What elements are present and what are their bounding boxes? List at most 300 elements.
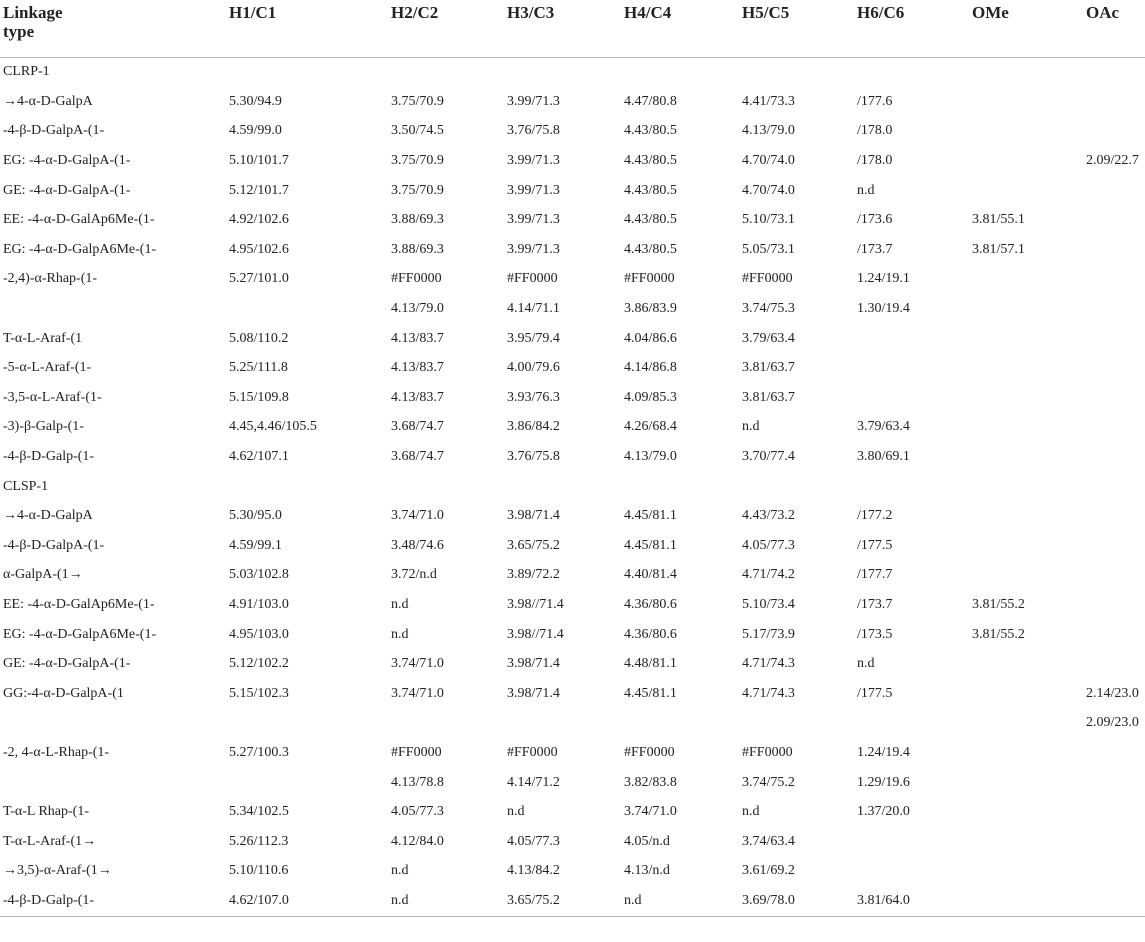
- shift-cell: [854, 383, 969, 413]
- linkage-cell: [0, 709, 226, 739]
- shift-cell: /177.5: [857, 537, 893, 553]
- shift-cell: 4.05/77.3: [507, 833, 560, 849]
- shift-cell: [1083, 797, 1145, 827]
- shift-cell: 4.45/81.1: [624, 685, 677, 701]
- linkage-cell: -4-β-D-Galp-(1-: [3, 449, 95, 465]
- linkage-cell: [0, 294, 226, 324]
- header-linkage-type: Linkage type: [0, 0, 226, 57]
- table-row: [0, 294, 1145, 324]
- shift-cell: 5.30/95.0: [229, 508, 282, 524]
- shift-cell: [621, 472, 739, 502]
- linkage-cell: GE: -4-α-D-GalpA-(1-: [3, 656, 131, 672]
- shift-cell: 5.05/73.1: [742, 241, 795, 257]
- shift-cell: #FF0000: [742, 744, 793, 760]
- linkage-cell: EG: -4-α-D-GalpA6Me-(1-: [3, 626, 157, 642]
- linkage-cell: EE: -4-α-D-GalAp6Me-(1-: [3, 596, 155, 612]
- shift-cell: 4.13/83.7: [391, 360, 444, 376]
- shift-cell: 4.43/73.2: [742, 508, 795, 524]
- linkage-cell: EG: -4-α-D-GalpA-(1-: [3, 153, 131, 169]
- shift-cell: [1083, 57, 1145, 87]
- shift-cell: 4.45/81.1: [624, 508, 677, 524]
- linkage-cell: -4-β-D-GalpA-(1-: [3, 537, 105, 553]
- shift-cell: [969, 501, 1083, 531]
- shift-cell: [388, 472, 504, 502]
- shift-cell: [1083, 886, 1145, 916]
- shift-cell: #FF0000: [391, 744, 442, 760]
- shift-cell: 4.71/74.2: [742, 567, 795, 583]
- shift-cell: [969, 531, 1083, 561]
- shift-cell: 3.48/74.6: [391, 537, 444, 553]
- shift-cell: /173.6: [857, 212, 893, 228]
- shift-cell: [969, 117, 1083, 147]
- shift-cell: n.d: [621, 886, 739, 916]
- shift-cell: [969, 679, 1083, 709]
- shift-cell: n.d: [507, 804, 525, 820]
- shift-cell: 3.86/84.2: [507, 419, 560, 435]
- shift-cell: #FF0000: [391, 271, 442, 287]
- shift-cell: /177.6: [857, 93, 893, 109]
- shift-cell: [1083, 235, 1145, 265]
- shift-cell: [854, 472, 969, 502]
- shift-cell: [226, 709, 388, 739]
- shift-cell: [504, 57, 621, 87]
- shift-cell: 1.24/19.4: [857, 744, 910, 760]
- shift-cell: [969, 265, 1083, 295]
- shift-cell: [1083, 620, 1145, 650]
- shift-cell: [1083, 857, 1145, 887]
- shift-cell: 4.12/84.0: [391, 833, 444, 849]
- table-row: [0, 501, 1145, 531]
- shift-cell: 3.76/75.8: [507, 449, 560, 465]
- shift-cell: n.d: [391, 596, 409, 612]
- shift-cell: 3.89/72.2: [507, 567, 560, 583]
- shift-cell: [969, 768, 1083, 798]
- shift-cell: 5.25/111.8: [229, 360, 288, 376]
- shift-cell: 5.30/94.9: [229, 93, 282, 109]
- header-h6-c6: H6/C6: [854, 0, 969, 57]
- linkage-cell: -4-β-D-Galp-(1-: [0, 886, 226, 916]
- table-row: [0, 176, 1145, 206]
- linkage-cell: -3)-β-Galp-(1-: [3, 419, 84, 435]
- header-h3-c3: H3/C3: [504, 0, 621, 57]
- shift-cell: [1083, 501, 1145, 531]
- table-row: [0, 57, 1145, 87]
- header-h2-c2: H2/C2: [388, 0, 504, 57]
- shift-cell: #FF0000: [624, 271, 675, 287]
- shift-cell: 4.45,4.46/105.5: [229, 419, 317, 435]
- shift-cell: 3.74/71.0: [624, 804, 677, 820]
- shift-cell: 4.71/74.3: [742, 656, 795, 672]
- shift-cell: 1.29/19.6: [857, 774, 910, 790]
- shift-cell: 3.98//71.4: [507, 626, 564, 642]
- linkage-cell: -5-α-L-Araf-(1-: [3, 360, 92, 376]
- shift-cell: 4.62/107.1: [229, 449, 289, 465]
- table-row: [0, 709, 1145, 739]
- shift-cell: 5.12/101.7: [229, 182, 289, 198]
- shift-cell: [388, 709, 504, 739]
- table-row: [0, 857, 1145, 887]
- linkage-cell: CLSP-1: [3, 478, 49, 494]
- shift-cell: n.d: [857, 656, 875, 672]
- shift-cell: [226, 294, 388, 324]
- shift-cell: [1083, 472, 1145, 502]
- table-row: [0, 442, 1145, 472]
- table-row: [0, 620, 1145, 650]
- linkage-cell: [0, 768, 226, 798]
- shift-cell: 3.81/55.1: [972, 212, 1025, 228]
- linkage-cell: EE: -4-α-D-GalAp6Me-(1-: [3, 212, 155, 228]
- shift-cell: 4.43/80.5: [624, 241, 677, 257]
- shift-cell: 4.36/80.6: [624, 596, 677, 612]
- shift-cell: [969, 57, 1083, 87]
- shift-cell: 5.15/102.3: [229, 685, 289, 701]
- shift-cell: 3.82/83.8: [624, 774, 677, 790]
- shift-cell: n.d: [388, 886, 504, 916]
- shift-cell: 3.86/83.9: [624, 301, 677, 317]
- shift-cell: 5.03/102.8: [229, 567, 289, 583]
- shift-cell: 2.14/23.0: [1086, 685, 1139, 701]
- shift-cell: 3.81/57.1: [972, 241, 1025, 257]
- shift-cell: n.d: [742, 804, 760, 820]
- table-row: [0, 383, 1145, 413]
- linkage-cell: GG:-4-α-D-GalpA-(1: [3, 685, 124, 701]
- shift-cell: [226, 768, 388, 798]
- shift-cell: 3.65/75.2: [504, 886, 621, 916]
- linkage-cell: -2, 4-α-L-Rhap-(1-: [3, 744, 110, 760]
- shift-cell: 4.26/68.4: [624, 419, 677, 435]
- shift-cell: [621, 709, 739, 739]
- shift-cell: [1083, 738, 1145, 768]
- shift-cell: 4.13/84.2: [507, 863, 560, 879]
- shift-cell: 3.74/63.4: [742, 833, 795, 849]
- shift-cell: n.d: [391, 626, 409, 642]
- shift-cell: [1083, 827, 1145, 857]
- shift-cell: #FF0000: [507, 744, 558, 760]
- table-row: [0, 738, 1145, 768]
- linkage-cell: CLRP-1: [3, 64, 50, 80]
- shift-cell: [969, 146, 1083, 176]
- shift-cell: 5.17/73.9: [742, 626, 795, 642]
- shift-cell: [969, 561, 1083, 591]
- shift-cell: 5.10/110.6: [229, 863, 289, 879]
- table-row: [0, 265, 1145, 295]
- shift-cell: [969, 294, 1083, 324]
- shift-cell: [1083, 649, 1145, 679]
- table-row: [0, 117, 1145, 147]
- linkage-cell: -4-β-D-GalpA-(1-: [3, 123, 105, 139]
- shift-cell: 3.70/77.4: [742, 449, 795, 465]
- shift-cell: 4.62/107.0: [226, 886, 388, 916]
- shift-cell: 3.93/76.3: [507, 389, 560, 405]
- shift-cell: [504, 472, 621, 502]
- table-row: [0, 590, 1145, 620]
- shift-cell: [969, 442, 1083, 472]
- linkage-cell: →3,5)-α-Araf-(1→: [3, 863, 112, 879]
- table-row: [0, 472, 1145, 502]
- table-row: [0, 561, 1145, 591]
- shift-cell: 3.74/71.0: [391, 508, 444, 524]
- shift-cell: [1083, 383, 1145, 413]
- linkage-cell: →4-α-D-GalpA: [3, 508, 93, 524]
- shift-cell: 3.79/63.4: [742, 330, 795, 346]
- shift-cell: [1083, 353, 1145, 383]
- table-row: [0, 324, 1145, 354]
- shift-cell: 4.13/83.7: [391, 330, 444, 346]
- table-row: [0, 679, 1145, 709]
- shift-cell: [226, 472, 388, 502]
- header-h5-c5: H5/C5: [739, 0, 854, 57]
- shift-cell: 2.09/22.7: [1086, 153, 1139, 169]
- shift-cell: [739, 709, 854, 739]
- shift-cell: 3.81/55.2: [972, 626, 1025, 642]
- shift-cell: 5.15/109.8: [229, 389, 289, 405]
- shift-cell: [969, 176, 1083, 206]
- shift-cell: 3.81/64.0: [854, 886, 969, 916]
- header-h4-c4: H4/C4: [621, 0, 739, 57]
- shift-cell: 3.76/75.8: [507, 123, 560, 139]
- linkage-cell: -3,5-α-L-Araf-(1-: [3, 389, 102, 405]
- table-row: [0, 87, 1145, 117]
- table-row: [0, 235, 1145, 265]
- shift-cell: 4.92/102.6: [229, 212, 289, 228]
- shift-cell: [1083, 413, 1145, 443]
- shift-cell: [621, 57, 739, 87]
- table-row: [0, 531, 1145, 561]
- header-h1-c1: H1/C1: [226, 0, 388, 57]
- linkage-cell: T-α-L-Araf-(1: [3, 330, 83, 346]
- shift-cell: [969, 413, 1083, 443]
- shift-cell: 3.74/75.2: [742, 774, 795, 790]
- shift-cell: [1083, 561, 1145, 591]
- shift-cell: 4.14/71.2: [507, 774, 560, 790]
- shift-cell: 3.74/75.3: [742, 301, 795, 317]
- shift-cell: 4.14/71.1: [507, 301, 560, 317]
- shift-cell: 5.27/101.0: [229, 271, 289, 287]
- shift-cell: [969, 383, 1083, 413]
- shift-cell: [1083, 205, 1145, 235]
- shift-cell: 3.75/70.9: [391, 93, 444, 109]
- shift-cell: 4.71/74.3: [742, 685, 795, 701]
- shift-cell: [1083, 117, 1145, 147]
- shift-cell: 5.10/101.7: [229, 153, 289, 169]
- shift-cell: 4.70/74.0: [742, 182, 795, 198]
- shift-cell: [969, 827, 1083, 857]
- shift-cell: 5.12/102.2: [229, 656, 289, 672]
- shift-cell: [854, 324, 969, 354]
- shift-cell: #FF0000: [624, 744, 675, 760]
- shift-cell: 3.68/74.7: [391, 449, 444, 465]
- shift-cell: 1.24/19.1: [857, 271, 910, 287]
- shift-cell: 4.43/80.5: [624, 153, 677, 169]
- table-body: [0, 57, 1145, 916]
- shift-cell: 3.69/78.0: [739, 886, 854, 916]
- shift-cell: [1083, 265, 1145, 295]
- shift-cell: [1083, 87, 1145, 117]
- shift-cell: n.d: [742, 419, 760, 435]
- shift-cell: 4.13/79.0: [624, 449, 677, 465]
- shift-cell: /178.0: [857, 153, 893, 169]
- shift-cell: 4.13/n.d: [624, 863, 670, 879]
- shift-cell: 3.75/70.9: [391, 182, 444, 198]
- shift-cell: n.d: [857, 182, 875, 198]
- shift-cell: 3.99/71.3: [507, 241, 560, 257]
- shift-cell: 3.98/71.4: [507, 508, 560, 524]
- shift-cell: 5.26/112.3: [229, 833, 289, 849]
- shift-cell: 3.75/70.9: [391, 153, 444, 169]
- shift-cell: /173.5: [857, 626, 893, 642]
- shift-cell: [969, 353, 1083, 383]
- shift-cell: 1.30/19.4: [857, 301, 910, 317]
- shift-cell: [388, 57, 504, 87]
- shift-cell: 3.81/63.7: [742, 389, 795, 405]
- shift-cell: 4.59/99.1: [229, 537, 282, 553]
- linkage-cell: T-α-L Rhap-(1-: [3, 804, 89, 820]
- shift-cell: 3.80/69.1: [857, 449, 910, 465]
- header-ome: OMe: [969, 0, 1083, 57]
- shift-cell: n.d: [391, 863, 409, 879]
- table-row: [0, 205, 1145, 235]
- shift-cell: [226, 57, 388, 87]
- shift-cell: 4.05/n.d: [624, 833, 670, 849]
- shift-cell: 4.13/78.8: [391, 774, 444, 790]
- shift-cell: 3.74/71.0: [391, 656, 444, 672]
- shift-cell: 3.98/71.4: [507, 656, 560, 672]
- shift-cell: 3.50/74.5: [391, 123, 444, 139]
- shift-cell: 4.14/86.8: [624, 360, 677, 376]
- linkage-cell: →4-α-D-GalpA: [3, 93, 93, 109]
- shift-cell: 5.10/73.1: [742, 212, 795, 228]
- shift-cell: /173.7: [857, 241, 893, 257]
- shift-cell: 3.98//71.4: [507, 596, 564, 612]
- shift-cell: 4.13/79.0: [742, 123, 795, 139]
- shift-cell: 3.95/79.4: [507, 330, 560, 346]
- shift-cell: [1083, 590, 1145, 620]
- shift-cell: 3.99/71.3: [507, 212, 560, 228]
- shift-cell: 3.74/71.0: [391, 685, 444, 701]
- shift-cell: 3.65/75.2: [507, 537, 560, 553]
- linkage-cell: -2,4)-α-Rhap-(1-: [3, 271, 98, 287]
- shift-cell: /177.7: [857, 567, 893, 583]
- shift-cell: 5.10/73.4: [742, 596, 795, 612]
- shift-cell: 4.05/77.3: [391, 804, 444, 820]
- shift-cell: 3.99/71.3: [507, 93, 560, 109]
- shift-cell: [969, 87, 1083, 117]
- shift-cell: [504, 709, 621, 739]
- shift-cell: 4.09/85.3: [624, 389, 677, 405]
- shift-cell: [854, 709, 969, 739]
- shift-cell: /178.0: [857, 123, 893, 139]
- shift-cell: 3.99/71.3: [507, 153, 560, 169]
- shift-cell: 3.98/71.4: [507, 685, 560, 701]
- shift-cell: [1083, 768, 1145, 798]
- shift-cell: 4.13/79.0: [391, 301, 444, 317]
- shift-cell: [969, 472, 1083, 502]
- shift-cell: [969, 797, 1083, 827]
- shift-cell: #FF0000: [507, 271, 558, 287]
- shift-cell: [969, 886, 1083, 916]
- shift-cell: 4.05/77.3: [742, 537, 795, 553]
- shift-cell: 4.41/73.3: [742, 93, 795, 109]
- shift-cell: 4.47/80.8: [624, 93, 677, 109]
- shift-cell: [854, 857, 969, 887]
- shift-cell: 3.88/69.3: [391, 241, 444, 257]
- shift-cell: 3.79/63.4: [857, 419, 910, 435]
- shift-cell: [854, 353, 969, 383]
- table-row: [0, 827, 1145, 857]
- table-row: [0, 768, 1145, 798]
- table-row: [0, 797, 1145, 827]
- shift-cell: 5.34/102.5: [229, 804, 289, 820]
- table-row: [0, 353, 1145, 383]
- shift-cell: 4.48/81.1: [624, 656, 677, 672]
- shift-cell: 4.13/83.7: [391, 389, 444, 405]
- shift-cell: 4.95/102.6: [229, 241, 289, 257]
- shift-cell: 3.81/63.7: [742, 360, 795, 376]
- shift-cell: 4.40/81.4: [624, 567, 677, 583]
- shift-cell: 3.72/n.d: [391, 567, 437, 583]
- shift-cell: [969, 738, 1083, 768]
- linkage-cell: EG: -4-α-D-GalpA6Me-(1-: [3, 241, 157, 257]
- shift-cell: 3.61/69.2: [742, 863, 795, 879]
- shift-cell: /173.7: [857, 596, 893, 612]
- shift-cell: #FF0000: [742, 271, 793, 287]
- shift-cell: [739, 472, 854, 502]
- shift-cell: 3.99/71.3: [507, 182, 560, 198]
- shift-cell: [739, 57, 854, 87]
- shift-cell: 2.09/23.0: [1086, 715, 1139, 731]
- shift-cell: /177.2: [857, 508, 893, 524]
- shift-cell: 4.04/86.6: [624, 330, 677, 346]
- shift-cell: 3.68/74.7: [391, 419, 444, 435]
- shift-cell: 4.36/80.6: [624, 626, 677, 642]
- shift-cell: 4.95/103.0: [229, 626, 289, 642]
- table-row: [0, 886, 1145, 916]
- shift-cell: [854, 827, 969, 857]
- shift-cell: [969, 857, 1083, 887]
- shift-cell: [969, 324, 1083, 354]
- table-header: [0, 0, 1145, 57]
- shift-cell: [969, 649, 1083, 679]
- shift-cell: 4.43/80.5: [624, 182, 677, 198]
- table-row: [0, 146, 1145, 176]
- shift-cell: 4.59/99.0: [229, 123, 282, 139]
- shift-cell: 4.45/81.1: [624, 537, 677, 553]
- shift-cell: 3.88/69.3: [391, 212, 444, 228]
- shift-cell: 4.43/80.5: [624, 212, 677, 228]
- shift-cell: [1083, 531, 1145, 561]
- shift-cell: [969, 709, 1083, 739]
- linkage-cell: α-GalpA-(1→: [3, 567, 83, 583]
- table-row: [0, 413, 1145, 443]
- shift-cell: 5.08/110.2: [229, 330, 289, 346]
- shift-cell: [854, 57, 969, 87]
- header-oac: OAc: [1083, 0, 1145, 57]
- shift-cell: 5.27/100.3: [229, 744, 289, 760]
- shift-cell: 4.00/79.6: [507, 360, 560, 376]
- linkage-cell: GE: -4-α-D-GalpA-(1-: [3, 182, 131, 198]
- linkage-cell: T-α-L-Araf-(1→: [3, 833, 97, 849]
- header-row: [0, 0, 1145, 57]
- shift-cell: [1083, 442, 1145, 472]
- shift-cell: 4.91/103.0: [229, 596, 289, 612]
- shift-cell: [1083, 176, 1145, 206]
- shift-cell: 4.43/80.5: [624, 123, 677, 139]
- shift-cell: /177.5: [857, 685, 893, 701]
- shift-cell: [1083, 294, 1145, 324]
- shift-cell: 4.70/74.0: [742, 153, 795, 169]
- table-row: [0, 649, 1145, 679]
- shift-cell: 1.37/20.0: [857, 804, 910, 820]
